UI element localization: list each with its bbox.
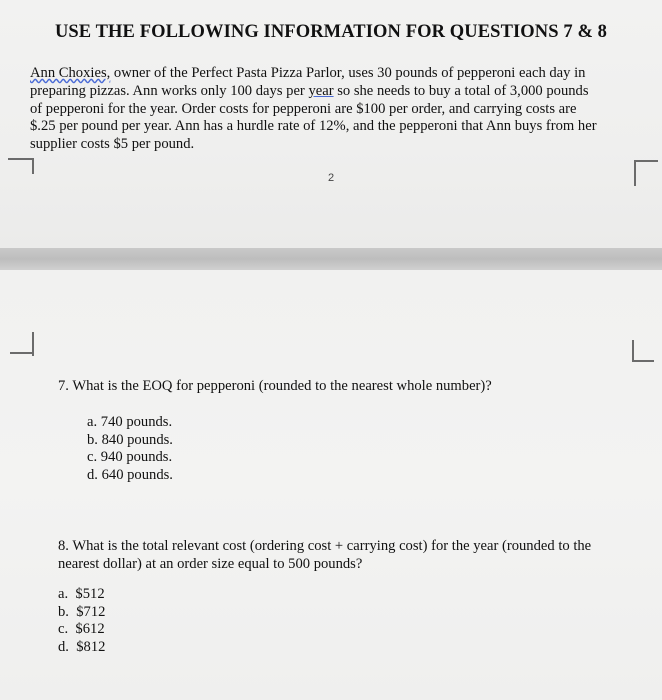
info-line-3: of pepperoni for the year. Order costs for pepperoni are $100 per order, and carrying costs are [30,100,577,117]
q8-option-a: a. $512 [58,586,105,602]
question-8-line-1: 8. What is the total relevant cost (ordering cost + carrying cost) for the year (rounded to the [58,538,592,554]
corner-mark-mid-left [10,332,36,358]
q7-option-a: a. 740 pounds. [87,414,173,430]
question-8 [58,538,591,574]
q7-option-c: c. 940 pounds. [87,449,173,465]
page-number: 2 [328,172,335,184]
question-7-text: 7. What is the EOQ for pepperoni (rounded to the nearest whole number)? [58,378,492,394]
page-break [0,248,662,270]
info-line-5: supplier costs $5 per pound. [30,136,195,153]
person-name: Ann Choxies, [30,65,111,81]
q7-option-b: b. 840 pounds. [87,431,173,448]
section-heading: USE THE FOLLOWING INFORMATION FOR QUESTIONS 7 & 8 [54,22,608,42]
q8-option-d: d. $812 [58,638,106,655]
q8-option-c: c. $612 [58,621,105,637]
corner-mark-top-right [634,160,660,186]
info-line-2: preparing pizzas. Ann works only 100 days per year so she needs to buy a total of 3,000 pounds [30,82,589,99]
info-line-1: Ann Choxies, owner of the Perfect Pasta Pizza Parlor, uses 30 pounds of pepperoni each day in [30,65,586,81]
question-7 [58,378,492,396]
year-word: year [308,82,334,99]
info-line-4: $.25 per pound per year. Ann has a hurdle rate of 12%, and the pepperoni that Ann buys from her [30,118,597,135]
q7-option-d: d. 640 pounds. [87,466,173,483]
corner-mark-mid-right [632,340,656,364]
corner-mark-top-left [8,158,34,174]
q8-option-b: b. $712 [58,603,106,620]
question-8-options [58,586,105,656]
question-7-options [87,414,173,484]
problem-info [30,65,645,154]
question-8-line-2: nearest dollar) at an order size equal to 500 pounds? [58,555,363,572]
